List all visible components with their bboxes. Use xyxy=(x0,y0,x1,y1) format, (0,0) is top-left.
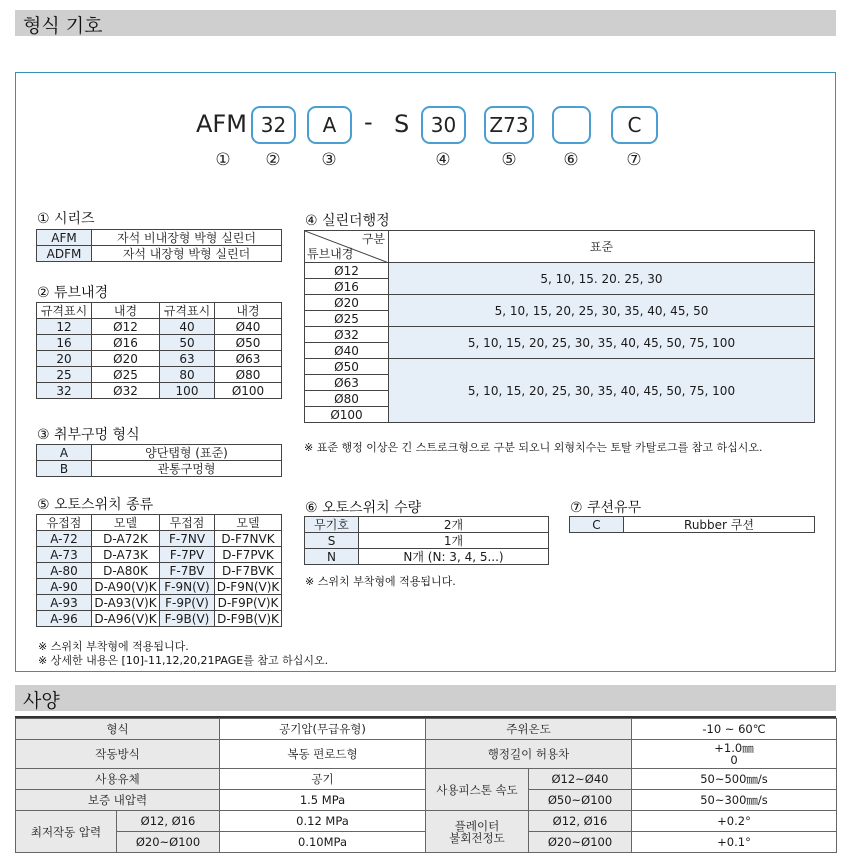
code-prefix: AFM xyxy=(196,110,247,138)
table-row xyxy=(16,769,837,790)
table-row xyxy=(37,611,282,627)
bore-table xyxy=(36,302,282,399)
mount-title: ③ 취부구멍 형식 xyxy=(37,427,140,443)
code-box-switch: Z73 xyxy=(484,106,534,144)
table-row xyxy=(37,445,282,461)
spec-sublabel: Ø12, Ø16 xyxy=(529,811,632,832)
col-header: 무접점 xyxy=(160,515,215,531)
cell: D-F9B(V)K xyxy=(215,611,282,627)
spec-label: 형식 xyxy=(16,719,220,740)
bore-cell: Ø16 xyxy=(305,279,389,295)
table-header-row xyxy=(37,515,282,531)
spec-label: 행정길이 허용차 xyxy=(426,740,632,769)
cell: Ø100 xyxy=(215,383,282,399)
code-box-stroke: 30 xyxy=(421,106,466,144)
cell: A-80 xyxy=(37,563,92,579)
cushion-table xyxy=(569,516,815,533)
cell: 20 xyxy=(37,351,92,367)
spec-sublabel: Ø12, Ø16 xyxy=(117,811,220,832)
switch-qty-note: ※ 스위치 부착형에 적용됩니다. xyxy=(305,575,456,588)
cell: Ø12 xyxy=(92,319,160,335)
series-title: ① 시리즈 xyxy=(37,211,95,227)
stroke-title: ④ 실린더행정 xyxy=(305,213,390,229)
spec-label: 작동방식 xyxy=(16,740,220,769)
cell: F-9P(V) xyxy=(160,595,215,611)
cell: D-A96(V)K xyxy=(92,611,160,627)
cell: D-F9N(V)K xyxy=(215,579,282,595)
bore-cell: Ø40 xyxy=(305,343,389,359)
code-dash: - xyxy=(364,108,373,136)
spec-value: 0.10MPa xyxy=(220,832,426,853)
table-row xyxy=(305,327,815,343)
col-header: 내경 xyxy=(92,303,160,319)
section-header-model-code xyxy=(15,10,836,36)
cell: D-F9P(V)K xyxy=(215,595,282,611)
code-box-cushion: C xyxy=(611,106,658,144)
table-row xyxy=(305,295,815,311)
code-box-bore: 32 xyxy=(251,106,296,144)
cell: D-F7BVK xyxy=(215,563,282,579)
stroke-note: ※ 표준 행정 이상은 긴 스트로크형으로 구분 되오니 외형치수는 토탈 카탈로그를 참고 하십시오. xyxy=(304,441,763,454)
table-row xyxy=(305,517,549,533)
qty-code: N xyxy=(305,549,359,565)
cell: Ø40 xyxy=(215,319,282,335)
cell: 80 xyxy=(160,367,215,383)
col-header: 유접점 xyxy=(37,515,92,531)
cushion-code: C xyxy=(570,517,624,533)
cell: D-F7NVK xyxy=(215,531,282,547)
code-number-2: ② xyxy=(265,150,281,170)
cell: 16 xyxy=(37,335,92,351)
table-row xyxy=(37,595,282,611)
cell: 40 xyxy=(160,319,215,335)
cell: 50 xyxy=(160,335,215,351)
series-table xyxy=(36,229,282,262)
qty-code: 무기호 xyxy=(305,517,359,533)
cell: F-9N(V) xyxy=(160,579,215,595)
section-header-spec xyxy=(15,685,836,711)
table-header-row xyxy=(305,231,815,263)
table-row xyxy=(37,351,282,367)
table-row xyxy=(37,335,282,351)
code-number-7: ⑦ xyxy=(626,150,642,170)
series-desc: 자석 비내장형 박형 실린더 xyxy=(92,230,282,246)
table-row xyxy=(37,461,282,477)
bore-cell: Ø50 xyxy=(305,359,389,375)
cushion-title: ⑦ 쿠션유무 xyxy=(570,500,642,516)
table-row xyxy=(16,811,837,832)
section-title: 사양 xyxy=(23,690,60,712)
table-row xyxy=(37,319,282,335)
code-box-qty xyxy=(552,106,591,144)
cell: A-96 xyxy=(37,611,92,627)
plate-label-line1: 플레이터 xyxy=(454,818,500,833)
spec-value: 1.5 MPa xyxy=(220,790,426,811)
col-header: 내경 xyxy=(215,303,282,319)
cell: F-7BV xyxy=(160,563,215,579)
table-row xyxy=(305,263,815,279)
code-number-3: ③ xyxy=(321,150,337,170)
cell: F-7NV xyxy=(160,531,215,547)
stroke-values: 5, 10, 15, 20, 25, 30, 35, 40, 45, 50, 75, 100 xyxy=(389,327,815,359)
table-row xyxy=(37,547,282,563)
cell: 12 xyxy=(37,319,92,335)
spec-value: +0.2° xyxy=(632,811,837,832)
cell: Ø16 xyxy=(92,335,160,351)
switch-note-1: ※ 스위치 부착형에 적용됩니다. xyxy=(38,640,189,653)
table-row xyxy=(37,579,282,595)
mount-desc: 관통구멍형 xyxy=(92,461,282,477)
bore-cell: Ø25 xyxy=(305,311,389,327)
series-desc: 자석 내장형 박형 실린더 xyxy=(92,246,282,262)
qty-code: S xyxy=(305,533,359,549)
spec-value: +0.1° xyxy=(632,832,837,853)
mount-code: B xyxy=(37,461,92,477)
bore-title: ② 튜브내경 xyxy=(37,285,109,301)
stroke-table xyxy=(304,230,815,423)
spec-value: -10 ~ 60℃ xyxy=(632,719,837,740)
cell: Ø32 xyxy=(92,383,160,399)
col-header: 규격표시 xyxy=(160,303,215,319)
bore-cell: Ø32 xyxy=(305,327,389,343)
header-top-label: 구분 xyxy=(361,232,385,246)
col-header: 규격표시 xyxy=(37,303,92,319)
table-row xyxy=(37,230,282,246)
spec-label: 보증 내압력 xyxy=(16,790,220,811)
cell: D-F7PVK xyxy=(215,547,282,563)
series-code: AFM xyxy=(37,230,92,246)
col-header: 모델 xyxy=(92,515,160,531)
code-number-5: ⑤ xyxy=(501,150,517,170)
cell: Ø25 xyxy=(92,367,160,383)
spec-value: 공기 xyxy=(220,769,426,790)
table-row xyxy=(305,359,815,375)
spec-sublabel: Ø20~Ø100 xyxy=(117,832,220,853)
cell: D-A73K xyxy=(92,547,160,563)
switch-type-table xyxy=(36,514,282,627)
cell: F-7PV xyxy=(160,547,215,563)
spec-value: 0.12 MPa xyxy=(220,811,426,832)
switch-type-title: ⑤ 오토스위치 종류 xyxy=(37,497,154,513)
code-box-mount: A xyxy=(307,106,352,144)
table-row xyxy=(37,563,282,579)
cell: 32 xyxy=(37,383,92,399)
spec-value: 복동 편로드형 xyxy=(220,740,426,769)
cell: F-9B(V) xyxy=(160,611,215,627)
mount-code: A xyxy=(37,445,92,461)
col-header: 표준 xyxy=(389,231,815,263)
spec-label xyxy=(426,811,529,853)
table-header-row xyxy=(37,303,282,319)
spec-sublabel: Ø50~Ø100 xyxy=(529,790,632,811)
qty-desc: 1개 xyxy=(359,533,549,549)
table-row xyxy=(37,367,282,383)
header-bottom-label: 튜브내경 xyxy=(307,247,354,261)
spec-label: 사용피스톤 속도 xyxy=(426,769,529,811)
stroke-values: 5, 10, 15, 20, 25, 30, 35, 40, 45, 50 xyxy=(389,295,815,327)
table-row xyxy=(570,517,815,533)
spec-sublabel: Ø12~Ø40 xyxy=(529,769,632,790)
spec-table xyxy=(15,718,837,853)
switch-qty-table xyxy=(304,516,549,565)
bore-cell: Ø100 xyxy=(305,407,389,423)
cell: A-93 xyxy=(37,595,92,611)
cell: 100 xyxy=(160,383,215,399)
bore-cell: Ø12 xyxy=(305,263,389,279)
cell: Ø50 xyxy=(215,335,282,351)
bore-cell: Ø80 xyxy=(305,391,389,407)
tolerance-lower: 0 xyxy=(730,753,738,767)
table-row xyxy=(16,740,837,769)
cell: A-72 xyxy=(37,531,92,547)
spec-sublabel: Ø20~Ø100 xyxy=(529,832,632,853)
spec-value: 공기압(무급유형) xyxy=(220,719,426,740)
spec-label: 사용유체 xyxy=(16,769,220,790)
spec-value: 50~500㎜/s xyxy=(632,769,837,790)
spec-label: 주위온도 xyxy=(426,719,632,740)
switch-note-2: ※ 상세한 내용은 [10]-11,12,20,21PAGE를 참고 하십시오. xyxy=(38,654,329,667)
spec-value xyxy=(632,740,837,769)
cell: A-90 xyxy=(37,579,92,595)
section-title: 형식 기호 xyxy=(23,15,103,37)
qty-desc: 2개 xyxy=(359,517,549,533)
series-code: ADFM xyxy=(37,246,92,262)
switch-qty-title: ⑥ 오토스위치 수량 xyxy=(305,500,422,516)
code-number-1: ① xyxy=(215,150,231,170)
cell: D-A80K xyxy=(92,563,160,579)
stroke-values: 5, 10, 15, 20, 25, 30, 35, 40, 45, 50, 75, 100 xyxy=(389,359,815,423)
cell: Ø63 xyxy=(215,351,282,367)
cell: D-A90(V)K xyxy=(92,579,160,595)
col-header: 모델 xyxy=(215,515,282,531)
code-number-6: ⑥ xyxy=(563,150,579,170)
code-number-4: ④ xyxy=(435,150,451,170)
qty-desc: N개 (N: 3, 4, 5...) xyxy=(359,549,549,565)
table-row xyxy=(37,531,282,547)
table-row xyxy=(37,246,282,262)
mount-table xyxy=(36,444,282,477)
diagonal-header-cell xyxy=(305,231,389,263)
cushion-desc: Rubber 쿠션 xyxy=(624,517,815,533)
bore-cell: Ø20 xyxy=(305,295,389,311)
bore-cell: Ø63 xyxy=(305,375,389,391)
plate-label-line2: 불회전정도 xyxy=(449,830,505,845)
mount-desc: 양단탭형 (표준) xyxy=(92,445,282,461)
cell: 63 xyxy=(160,351,215,367)
spec-value: 50~300㎜/s xyxy=(632,790,837,811)
tolerance-upper: +1.0㎜ xyxy=(714,741,754,755)
cell: D-A93(V)K xyxy=(92,595,160,611)
cell: D-A72K xyxy=(92,531,160,547)
code-letter: S xyxy=(394,110,410,138)
table-row xyxy=(305,549,549,565)
cell: A-73 xyxy=(37,547,92,563)
stroke-values: 5, 10, 15. 20. 25, 30 xyxy=(389,263,815,295)
table-row xyxy=(37,383,282,399)
table-row xyxy=(305,533,549,549)
spec-label: 최저작동 압력 xyxy=(16,811,117,853)
cell: 25 xyxy=(37,367,92,383)
cell: Ø20 xyxy=(92,351,160,367)
table-row xyxy=(16,719,837,740)
cell: Ø80 xyxy=(215,367,282,383)
